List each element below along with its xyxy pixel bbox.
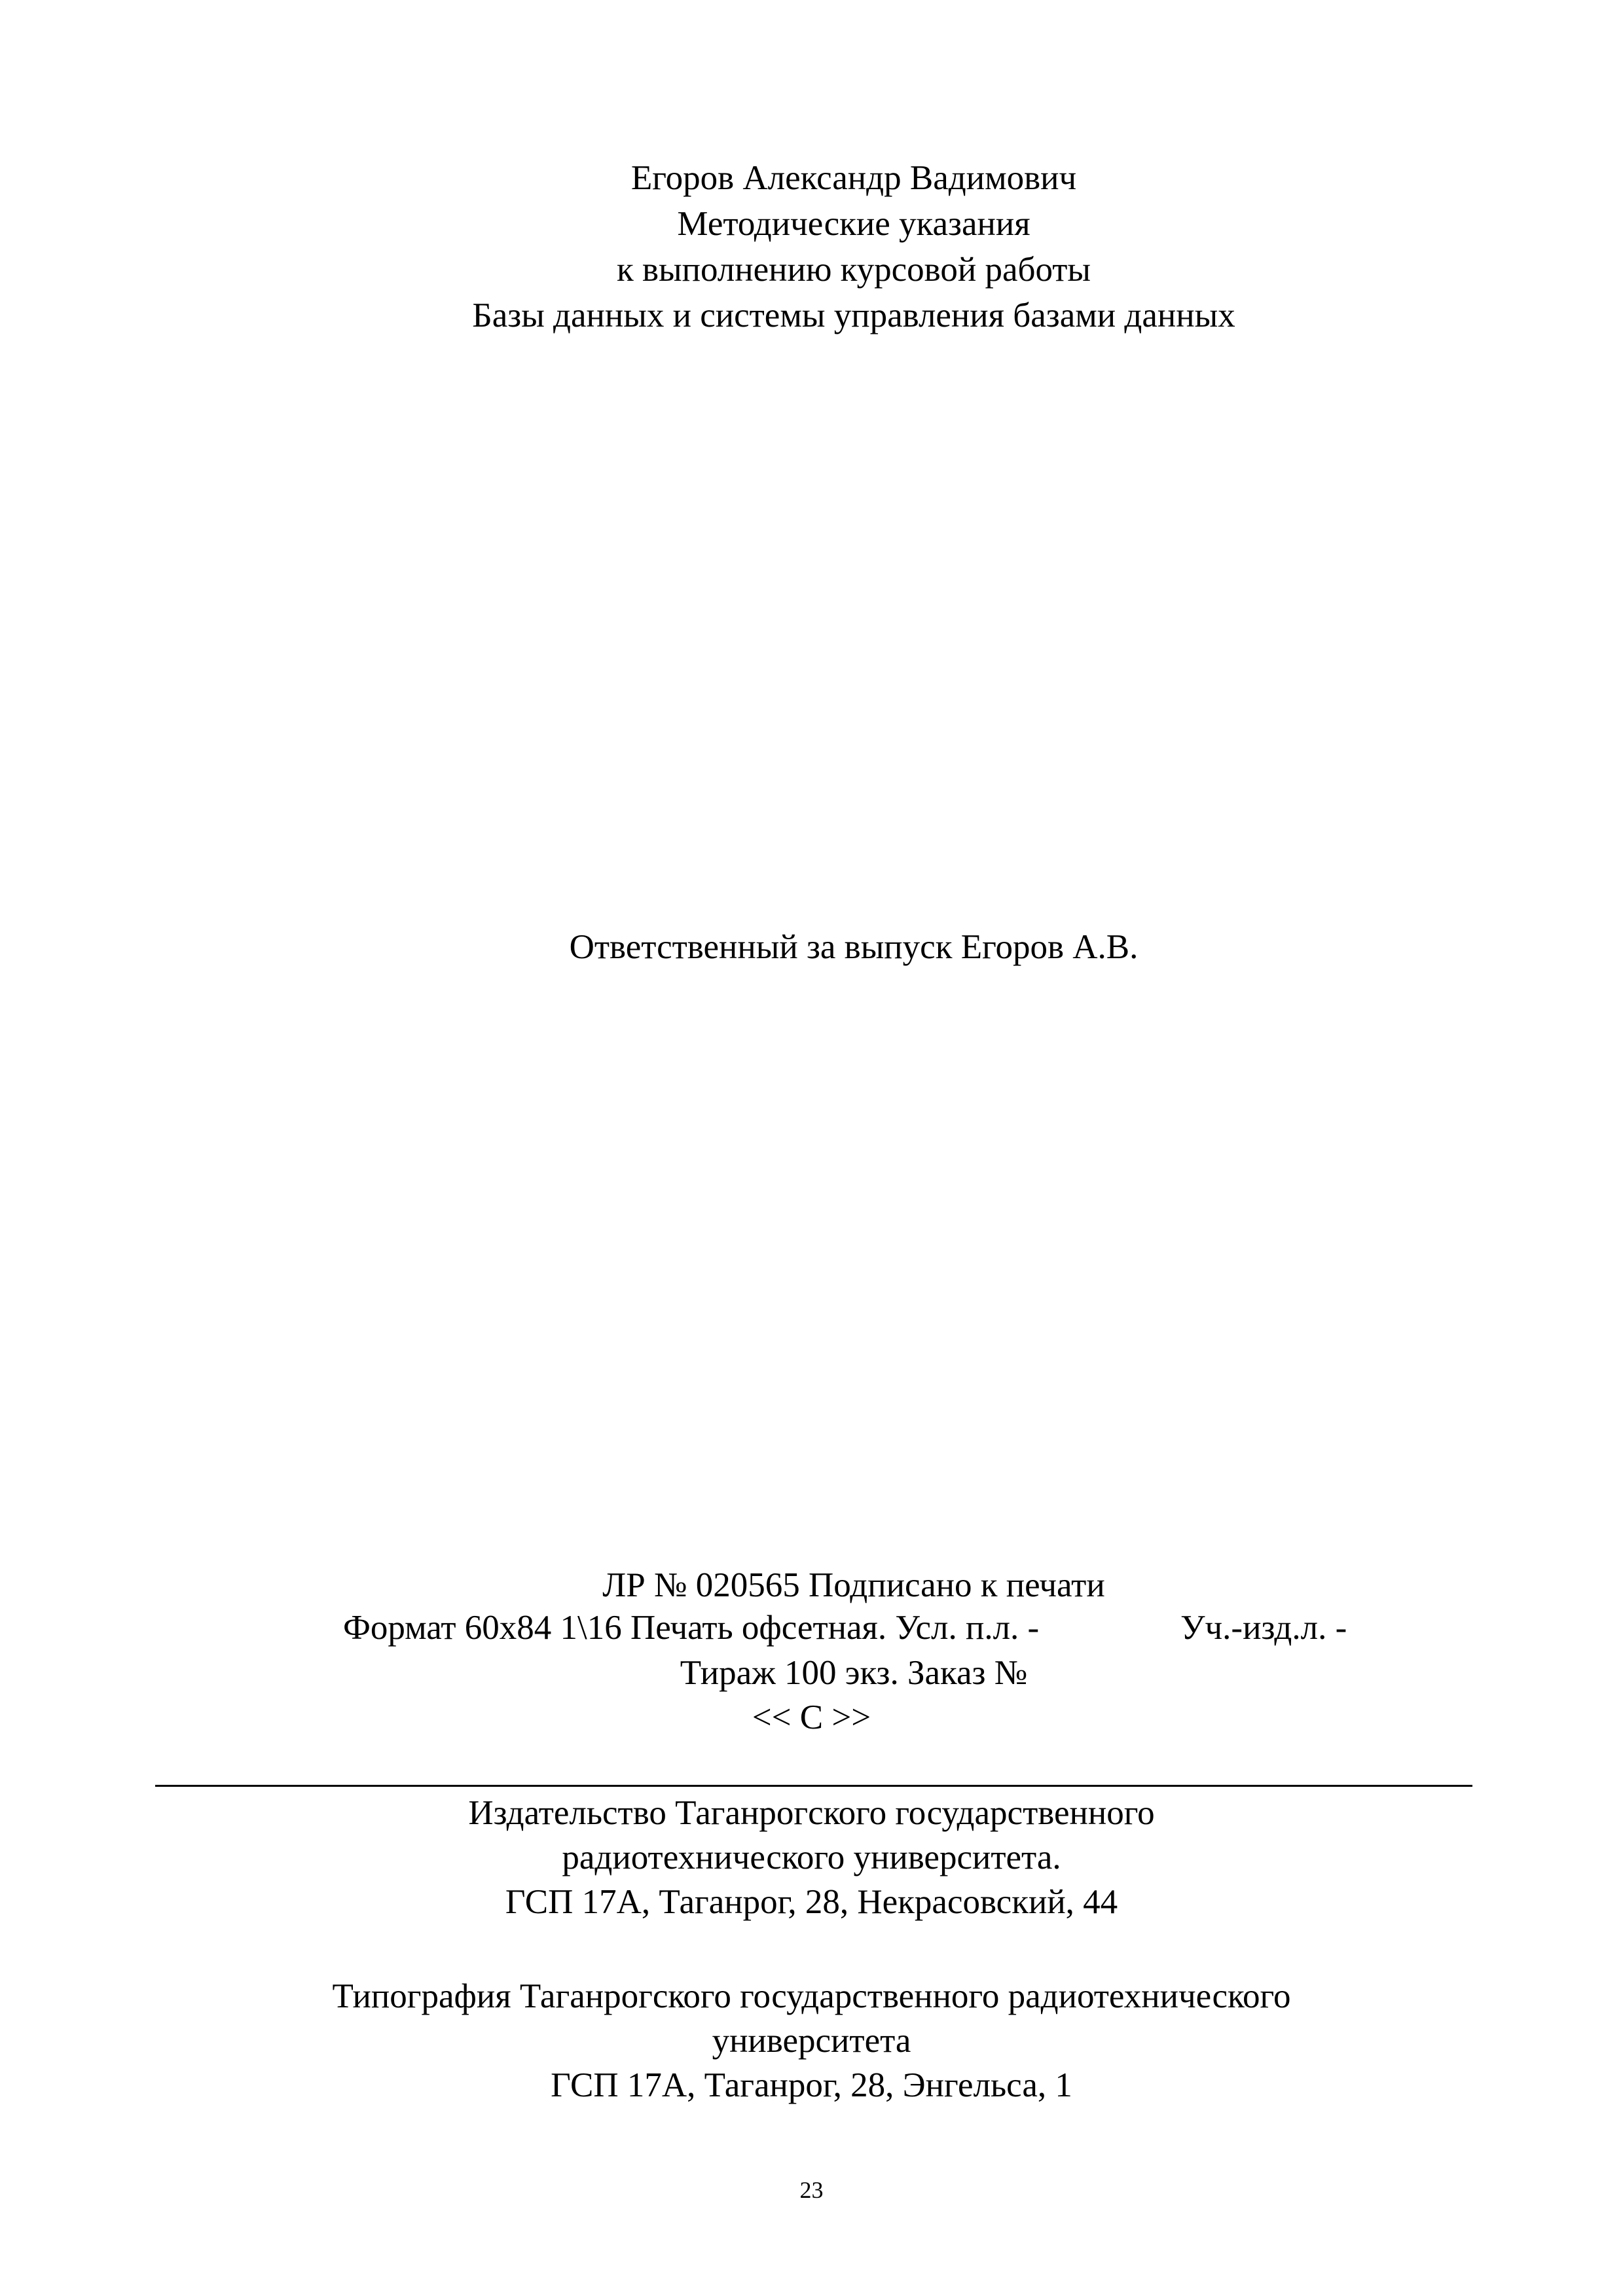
format-line: Формат 60x84 1\16 Печать офсетная. Усл. п.л. - (343, 1609, 1040, 1647)
author-name: Егоров Александр Вадимович (630, 159, 1077, 197)
printer-name: Типография Таганрогского государственного радиотехнического (332, 1977, 1291, 2015)
publisher-name-cont: радиотехнического университета. (562, 1839, 1061, 1876)
document-type: Методические указания (677, 205, 1030, 243)
imprint-mark: << С >> (752, 1698, 871, 1736)
publisher-address: ГСП 17А, Таганрог, 28, Некрасовский, 44 (505, 1883, 1118, 1921)
page-number: 23 (799, 2177, 824, 2203)
publisher-sheets-line: Уч.-изд.л. - (1180, 1609, 1347, 1647)
printer-name-cont: университета (712, 2022, 911, 2060)
circulation-line: Тираж 100 экз. Заказ № (680, 1654, 1028, 1692)
divider-rule (155, 1785, 1472, 1787)
license-line: ЛР № 020565 Подписано к печати (602, 1566, 1105, 1604)
responsible-editor: Ответственный за выпуск Егоров А.В. (569, 928, 1139, 966)
printer-address: ГСП 17А, Таганрог, 28, Энгельса, 1 (551, 2066, 1072, 2104)
document-purpose: к выполнению курсовой работы (616, 251, 1091, 289)
publisher-name: Издательство Таганрогского государственного (468, 1794, 1155, 1832)
document-subject: Базы данных и системы управления базами данных (472, 296, 1235, 334)
